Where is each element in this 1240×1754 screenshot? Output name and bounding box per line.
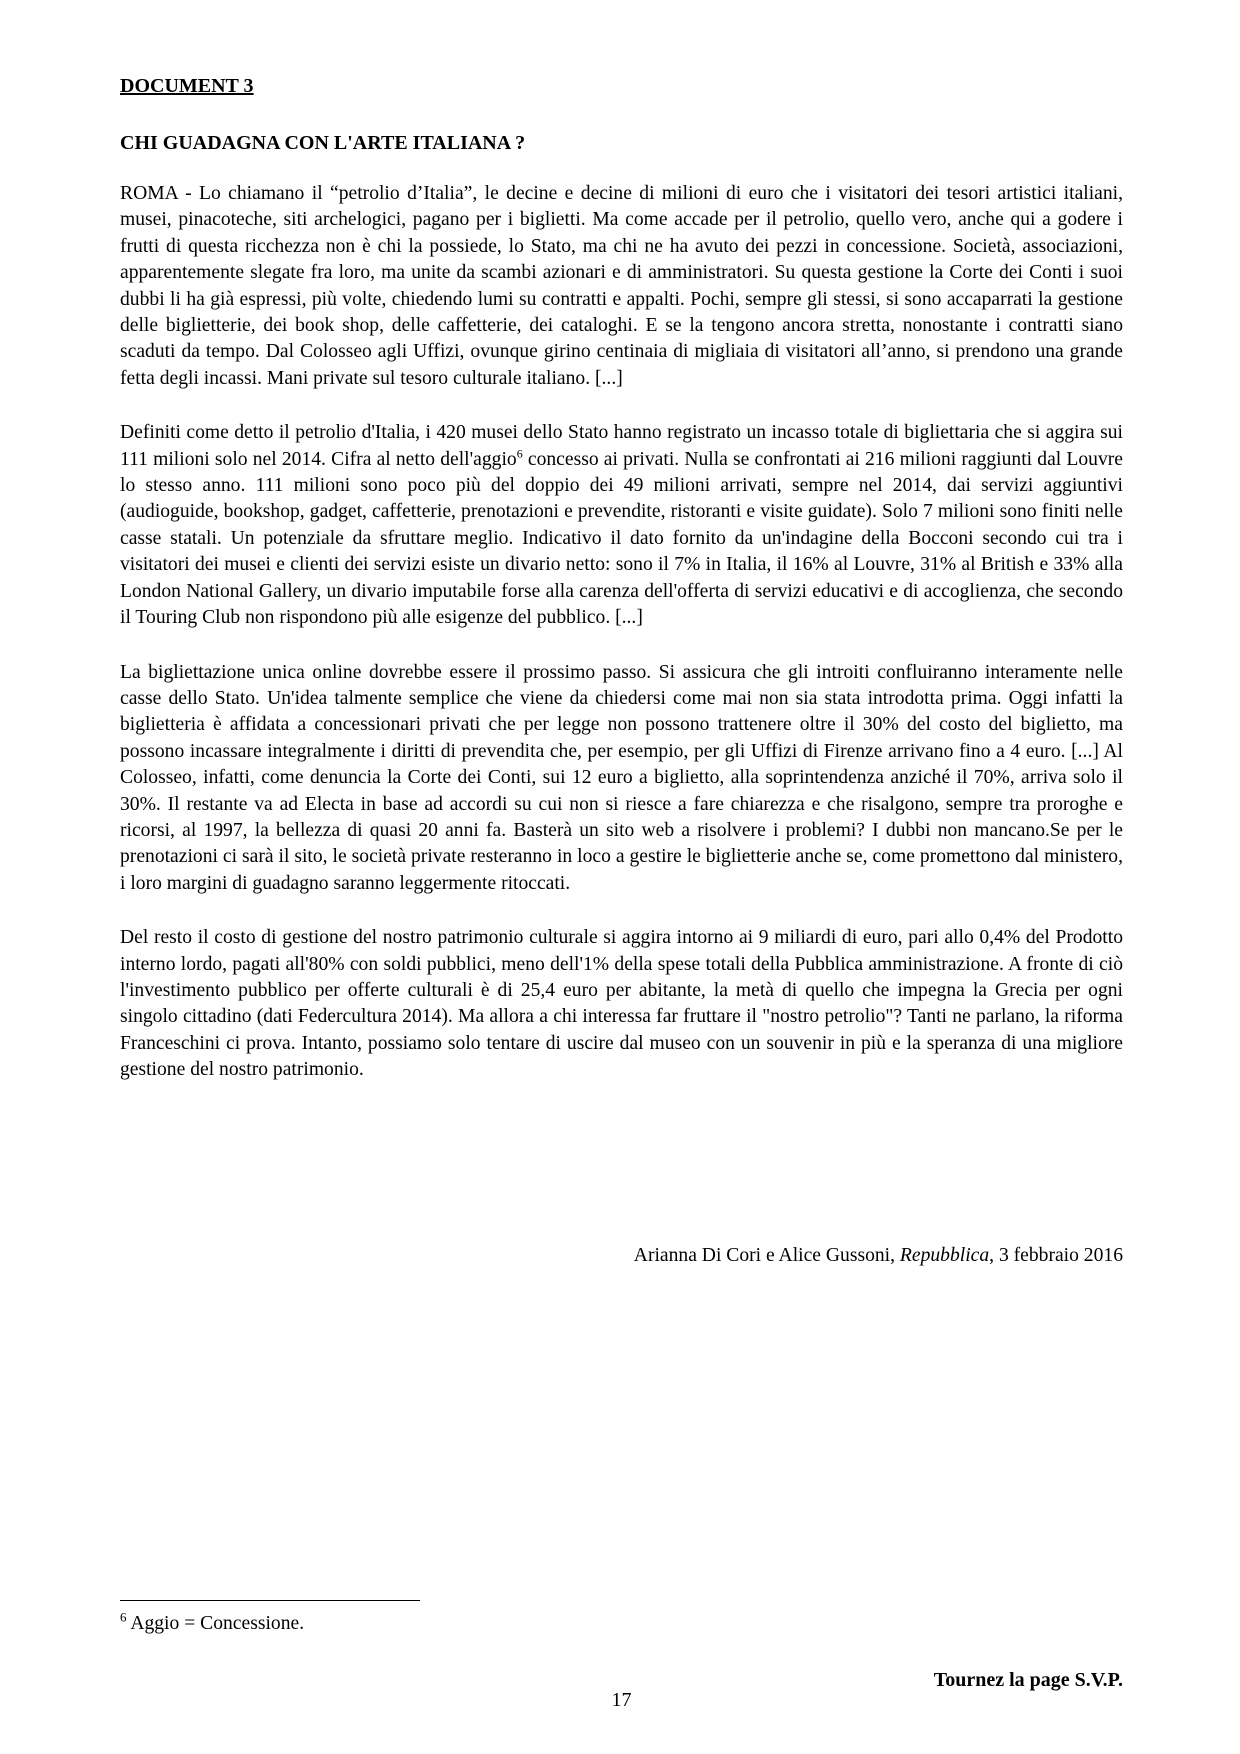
signature-date: , 3 febbraio 2016 — [989, 1245, 1123, 1266]
footnote-text: Aggio = Concessione. — [126, 1613, 305, 1634]
signature-authors: Arianna Di Cori e Alice Gussoni, — [633, 1245, 900, 1266]
article-body — [120, 181, 1123, 1084]
paragraph-1: ROMA - Lo chiamano il “petrolio d’Italia”, le decine e decine di milioni di euro che i visitatori dei tesori artistici italiani, musei, pinacoteche, siti archelogici, pagano per i biglietti. Ma come accade per il petrolio, quello vero, anche qui a godere i frutti di questa ricchezza non è chi la possiede, lo Stato, ma chi ne ha avuto dei pezzi in concessione. Società, associazioni, apparentemente slegate fra loro, ma unite da scambi azionari e di amministratori. Su questa gestione la Corte dei Conti i suoi dubbi li ha già espressi, più volte, chiedendo lumi su contratti e appalti. Pochi, sempre gli stessi, si sono accaparrati la gestione delle biglietterie, dei book shop, delle caffetterie, dei cataloghi. E se la tengono ancora stretta, nonostante i contratti siano scaduti da tempo. Dal Colosseo agli Uffizi, ovunque girino centinaia di migliaia di visitatori all’anno, si prendono una grande fetta degli incassi. Mani private sul tesoro culturale italiano. [...] — [120, 183, 1123, 389]
page-number: 17 — [611, 1689, 632, 1711]
document-label: DOCUMENT 3 — [120, 75, 254, 97]
paragraph-2-text-start: Definiti come detto il petrolio d'Italia, i 420 musei dello Stato hanno registrato un incasso totale di bigliettaria che si aggira sui 111 milioni solo nel 2014. Cifra al netto dell'aggio — [120, 422, 1123, 470]
article-title: CHI GUADAGNA CON L'ARTE ITALIANA ? — [120, 132, 526, 154]
footnote-number: 6 — [120, 1609, 127, 1625]
footnote — [120, 1609, 305, 1636]
paragraph-3: La bigliettazione unica online dovrebbe essere il prossimo passo. Si assicura che gli introiti confluiranno interamente nelle casse dello Stato. Un'idea talmente semplice che viene da chiedersi come mai non sia stata introdotta prima. Oggi infatti la biglietteria è affidata a concessionari privati che per legge non possono trattenere oltre il 30% del costo del biglietto, ma possono incassare integralmente i diritti di prevendita che, per esempio, per gli Uffizi di Firenze arrivano fino a 4 euro. [...] Al Colosseo, infatti, come denuncia la Corte dei Conti, sui 12 euro a biglietto, alla soprintendenza anziché il 70%, arriva solo il 30%. Il restante va ad Electa in base ad accordi su cui non si riesce a fare chiarezza e che risalgono, sempre tra proroghe e ricorsi, al 1997, la bellezza di quasi 20 anni fa. Basterà un sito web a risolvere i problemi? I dubbi non mancano.Se per le prenotazioni ci sarà il sito, le società private resteranno in loco a gestire le biglietterie anche se, come promettono dal ministero, i loro margini di guadagno saranno leggermente ritoccati. — [120, 661, 1123, 894]
turn-page-notice: Tournez la page S.V.P. — [933, 1669, 1123, 1691]
paragraph-2 — [120, 420, 1123, 631]
document-page — [120, 0, 1123, 1754]
paragraph-2-text-end: concesso ai privati. Nulla se confrontati ai 216 milioni raggiunti dal Louvre lo stesso anno. 111 milioni sono poco più del doppio dei 49 milioni arrivati, sempre nel 2014, dai servizi aggiuntivi (audioguide, bookshop, gadget, caffetterie, prenotazioni e prevendite, ristoranti e visite guidate). Solo 7 milioni sono finiti nelle casse statali. Un potenziale da sfruttare meglio. Indicativo il dato fornito da un'indagine della Bocconi secondo cui tra i visitatori dei musei e clienti dei servizi esiste un divario netto: sono il 7% in Italia, il 16% al Louvre, 31% al British e 33% alla London National Gallery, un divario imputabile forse alla carenza dell'offerta di servizi educativi e di accoglienza, che secondo il Touring Club non rispondono più alle esigenze del pubblico. [...] — [120, 448, 1123, 629]
article-signature — [634, 1244, 1123, 1268]
signature-publication: Repubblica — [899, 1245, 990, 1266]
footnote-divider — [120, 1600, 420, 1601]
footnote-reference: 6 — [516, 446, 523, 461]
paragraph-4: Del resto il costo di gestione del nostro patrimonio culturale si aggira intorno ai 9 miliardi di euro, pari allo 0,4% del Prodotto interno lordo, pagati all'80% con soldi pubblici, meno dell'1% della spese totali della Pubblica amministrazione. A fronte di ciò l'investimento pubblico per offerte culturali è di 25,4 euro per abitante, la metà di quello che impegna la Grecia per ogni singolo cittadino (dati Federcultura 2014). Ma allora a chi interessa far fruttare il "nostro petrolio"? Tanti ne parlano, la riforma Franceschini ci prova. Intanto, possiamo solo tentare di uscire dal museo con un souvenir in più e la speranza di una migliore gestione del nostro patrimonio. — [120, 927, 1123, 1081]
